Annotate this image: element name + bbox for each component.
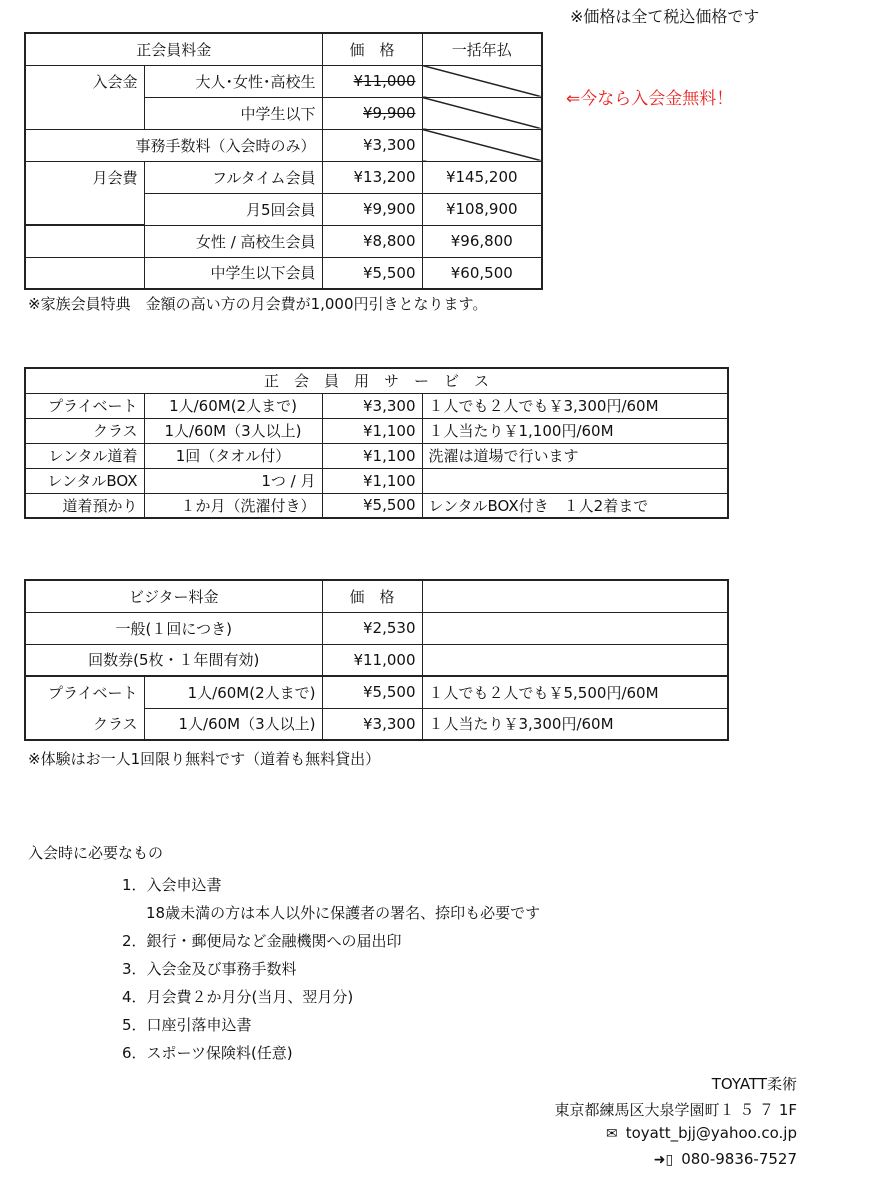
service-name: レンタルBOX — [25, 468, 144, 493]
enrollment-label: 入会金 — [25, 65, 144, 97]
visitor-price-header: 価 格 — [322, 580, 422, 612]
service-note: １人当たり￥1,100円/60M — [422, 418, 728, 443]
visitor-class-label: クラス — [25, 708, 144, 740]
diagonal-cell — [422, 129, 542, 161]
visitor-class-note: １人当たり￥3,300円/60M — [422, 708, 728, 740]
empty-cell — [422, 612, 728, 644]
list-item: 2．銀行・郵便局など金融機関への届出印 — [122, 932, 402, 950]
list-item: 3．入会金及び事務手数料 — [122, 960, 297, 978]
visitor-class-detail: 1人/60M（3人以上) — [144, 708, 322, 740]
diagonal-cell — [422, 65, 542, 97]
visitor-row-price: ¥11,000 — [322, 644, 422, 676]
empty-cell — [25, 225, 144, 257]
phone-number[interactable]: 080-9836-7527 — [681, 1150, 797, 1168]
service-name: レンタル道着 — [25, 443, 144, 468]
admin-fee-price: ¥3,300 — [322, 129, 422, 161]
list-item: 1．入会申込書 — [122, 876, 222, 894]
row-annual: ¥96,800 — [422, 225, 542, 257]
empty-cell — [25, 257, 144, 289]
service-note — [422, 468, 728, 493]
service-price: ¥1,100 — [322, 443, 422, 468]
row-price: ¥8,800 — [322, 225, 422, 257]
visitor-header: ビジター料金 — [25, 580, 322, 612]
phone-line — [654, 1150, 797, 1168]
row-annual: ¥145,200 — [422, 161, 542, 193]
annual-header: 一括年払 — [422, 33, 542, 65]
membership-table — [24, 32, 543, 290]
family-note: ※家族会員特典 金額の高い方の月会費が1,000円引きとなります。 — [28, 295, 488, 313]
empty-cell — [422, 644, 728, 676]
row-annual: ¥60,500 — [422, 257, 542, 289]
row-price: ¥9,900 — [363, 104, 416, 122]
list-item: 18歳未満の方は本人以外に保護者の署名、捺印も必要です — [146, 904, 541, 922]
email-address[interactable]: toyatt_bjj@yahoo.co.jp — [625, 1124, 797, 1142]
service-detail: 1つ / 月 — [144, 468, 322, 493]
mail-icon: ✉ — [605, 1126, 618, 1142]
service-detail: 1人/60M（3人以上) — [144, 418, 322, 443]
row-price: ¥11,000 — [353, 72, 416, 90]
service-detail: 1回（タオル付） — [144, 443, 322, 468]
visitor-private-note: １人でも２人でも￥5,500円/60M — [422, 676, 728, 708]
requirements-list — [122, 874, 540, 1070]
row-name: 中学生以下 — [144, 97, 322, 129]
membership-header: 正会員料金 — [25, 33, 322, 65]
trial-note: ※体験はお一人1回限り無料です（道着も無料貸出） — [28, 750, 381, 768]
row-name: 大人･女性･高校生 — [144, 65, 322, 97]
service-price: ¥3,300 — [322, 393, 422, 418]
visitor-private-label: プライベート — [25, 676, 144, 708]
list-item: 4．月会費２か月分(当月、翌月分) — [122, 988, 354, 1006]
address: 東京都練馬区大泉学園町１ ５ ７ 1F — [554, 1101, 797, 1119]
visitor-private-detail: 1人/60M(2人まで) — [144, 676, 322, 708]
monthly-label: 月会費 — [25, 161, 144, 193]
service-name: プライベート — [25, 393, 144, 418]
service-detail: １か月（洗濯付き） — [144, 493, 322, 518]
admin-fee-label: 事務手数料（入会時のみ） — [25, 129, 322, 161]
row-price: ¥13,200 — [322, 161, 422, 193]
row-name: 月5回会員 — [144, 193, 322, 225]
empty-cell — [25, 193, 144, 225]
list-item: 6．スポーツ保険料(任意) — [122, 1044, 293, 1062]
tax-note: ※価格は全て税込価格です — [570, 7, 760, 26]
service-price: ¥1,100 — [322, 418, 422, 443]
services-header: 正 会 員 用 サ ー ビ ス — [25, 368, 728, 393]
row-annual: ¥108,900 — [422, 193, 542, 225]
service-price: ¥5,500 — [322, 493, 422, 518]
price-header: 価 格 — [322, 33, 422, 65]
diagonal-cell — [422, 97, 542, 129]
services-table — [24, 367, 729, 519]
empty-cell — [25, 97, 144, 129]
row-price: ¥9,900 — [322, 193, 422, 225]
service-detail: 1人/60M(2人まで) — [144, 393, 322, 418]
service-price: ¥1,100 — [322, 468, 422, 493]
service-note: １人でも２人でも￥3,300円/60M — [422, 393, 728, 418]
service-name: クラス — [25, 418, 144, 443]
visitor-class-price: ¥3,300 — [322, 708, 422, 740]
phone-icon: ➜▯ — [653, 1152, 674, 1168]
email-line — [606, 1124, 797, 1142]
list-item: 5．口座引落申込書 — [122, 1016, 252, 1034]
empty-cell — [422, 580, 728, 612]
service-note: 洗濯は道場で行います — [422, 443, 728, 468]
free-enrollment-note: ⇐今なら入会金無料！ — [566, 89, 734, 109]
row-name: 中学生以下会員 — [144, 257, 322, 289]
service-name: 道着預かり — [25, 493, 144, 518]
visitor-row-name: 一般(１回につき) — [25, 612, 322, 644]
row-name: 女性 / 高校生会員 — [144, 225, 322, 257]
requirements-title: 入会時に必要なもの — [28, 844, 164, 862]
row-price: ¥5,500 — [322, 257, 422, 289]
row-name: フルタイム会員 — [144, 161, 322, 193]
visitor-row-price: ¥2,530 — [322, 612, 422, 644]
visitor-private-price: ¥5,500 — [322, 676, 422, 708]
visitor-row-name: 回数券(5枚・１年間有効) — [25, 644, 322, 676]
club-name: TOYATT柔術 — [711, 1075, 797, 1093]
visitor-table — [24, 579, 729, 741]
service-note: レンタルBOX付き １人2着まで — [422, 493, 728, 518]
